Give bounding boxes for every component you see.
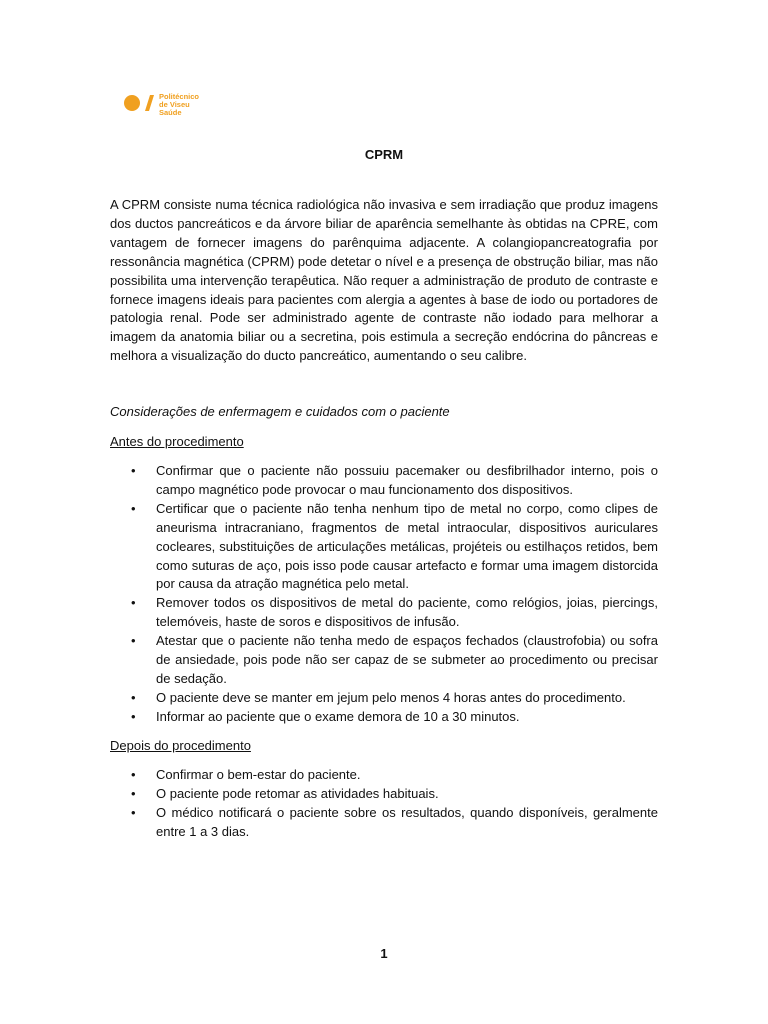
before-procedure-heading: Antes do procedimento bbox=[110, 434, 244, 449]
list-item bbox=[110, 594, 658, 632]
logo-mark-icon bbox=[123, 93, 157, 113]
list-item bbox=[110, 804, 658, 842]
bullet-icon: • bbox=[131, 767, 136, 782]
list-item-text: O médico notificará o paciente sobre os resultados, quando disponíveis, geralmente entre 1 a 3 dias. bbox=[156, 804, 658, 839]
list-item-text: Remover todos os dispositivos de metal do paciente, como relógios, joias, piercings, telemóveis, haste de soros e dispositivos de infusão. bbox=[156, 595, 658, 630]
list-item-text: O paciente deve se manter em jejum pelo menos 4 horas antes do procedimento. bbox=[156, 689, 626, 705]
bullet-icon: • bbox=[131, 689, 136, 705]
list-item-text: Confirmar que o paciente não possuiu pacemaker ou desfibrilhador interno, pois o campo magnético pode provocar o mau funcionamento dos dispositivos. bbox=[156, 463, 658, 497]
logo-line-1: Politécnico bbox=[159, 92, 200, 101]
list-item bbox=[110, 708, 658, 727]
list-item-text: O paciente pode retomar as atividades habituais. bbox=[156, 785, 439, 801]
list-item bbox=[110, 689, 658, 708]
list-item-text: Confirmar o bem-estar do paciente. bbox=[156, 767, 361, 782]
bullet-icon: • bbox=[131, 785, 136, 801]
after-procedure-heading: Depois do procedimento bbox=[110, 738, 251, 753]
document-title: CPRM bbox=[364, 147, 404, 162]
section-subtitle: Considerações de enfermagem e cuidados com o paciente bbox=[110, 404, 450, 419]
bullet-icon: • bbox=[131, 463, 136, 478]
bullet-icon: • bbox=[131, 595, 136, 611]
logo-line-3: Saúde bbox=[159, 108, 182, 117]
logo-text bbox=[159, 93, 199, 117]
list-item bbox=[110, 766, 658, 785]
logo-line-2: de Viseu bbox=[159, 100, 190, 109]
list-item bbox=[110, 462, 658, 500]
bullet-icon: • bbox=[131, 633, 136, 649]
list-item-text: Informar ao paciente que o exame demora de 10 a 30 minutos. bbox=[156, 708, 520, 724]
list-item-text: Certificar que o paciente não tenha nenhum tipo de metal no corpo, como clipes de aneurisma intracraniano, fragmentos de metal intraocular, dispositivos auriculares cocleares, substituições de articulações metálicas, projéteis ou estilhaços retidos, bem como suturas de aço, pois isso pode causar artefacto e formar uma imagem distorcida por causa da atração magnética pelo metal. bbox=[156, 500, 658, 592]
list-item bbox=[110, 500, 658, 595]
before-procedure-list bbox=[110, 462, 658, 727]
after-procedure-list bbox=[110, 766, 658, 842]
bullet-icon: • bbox=[131, 500, 136, 516]
bullet-icon: • bbox=[131, 804, 136, 820]
list-item bbox=[110, 785, 658, 804]
intro-paragraph: A CPRM consiste numa técnica radiológica não invasiva e sem irradiação que produz imagens dos ductos pancreáticos e da árvore biliar de aparência semelhante às obtidas na CPRE, com vantagem de fornecer imagens do parênquima adjacente. A colangiopancreatografia por ressonância magnética (CPRM) pode detetar o nível e a presença de obstrução biliar, mas não possibilita uma intervenção terapêutica. Não requer a administração de produto de contraste e fornece imagens ideais para pacientes com alergia a agentes à base de iodo ou portadores de patologia renal. Pode ser administrado agente de contraste não iodado para melhorar a imagem da anatomia biliar ou a secretina, pois estimula a secreção endócrina do pâncreas e melhora a visualização do ducto pancreático, aumentando o seu calibre. bbox=[110, 197, 658, 364]
page-number: 1 bbox=[380, 946, 388, 961]
institution-logo bbox=[123, 93, 199, 117]
bullet-icon: • bbox=[131, 708, 136, 724]
list-item-text: Atestar que o paciente não tenha medo de espaços fechados (claustrofobia) ou sofra de ansiedade, pois pode não ser capaz de se submeter ao procedimento ou precisar de sedação. bbox=[156, 633, 658, 686]
list-item bbox=[110, 632, 658, 689]
